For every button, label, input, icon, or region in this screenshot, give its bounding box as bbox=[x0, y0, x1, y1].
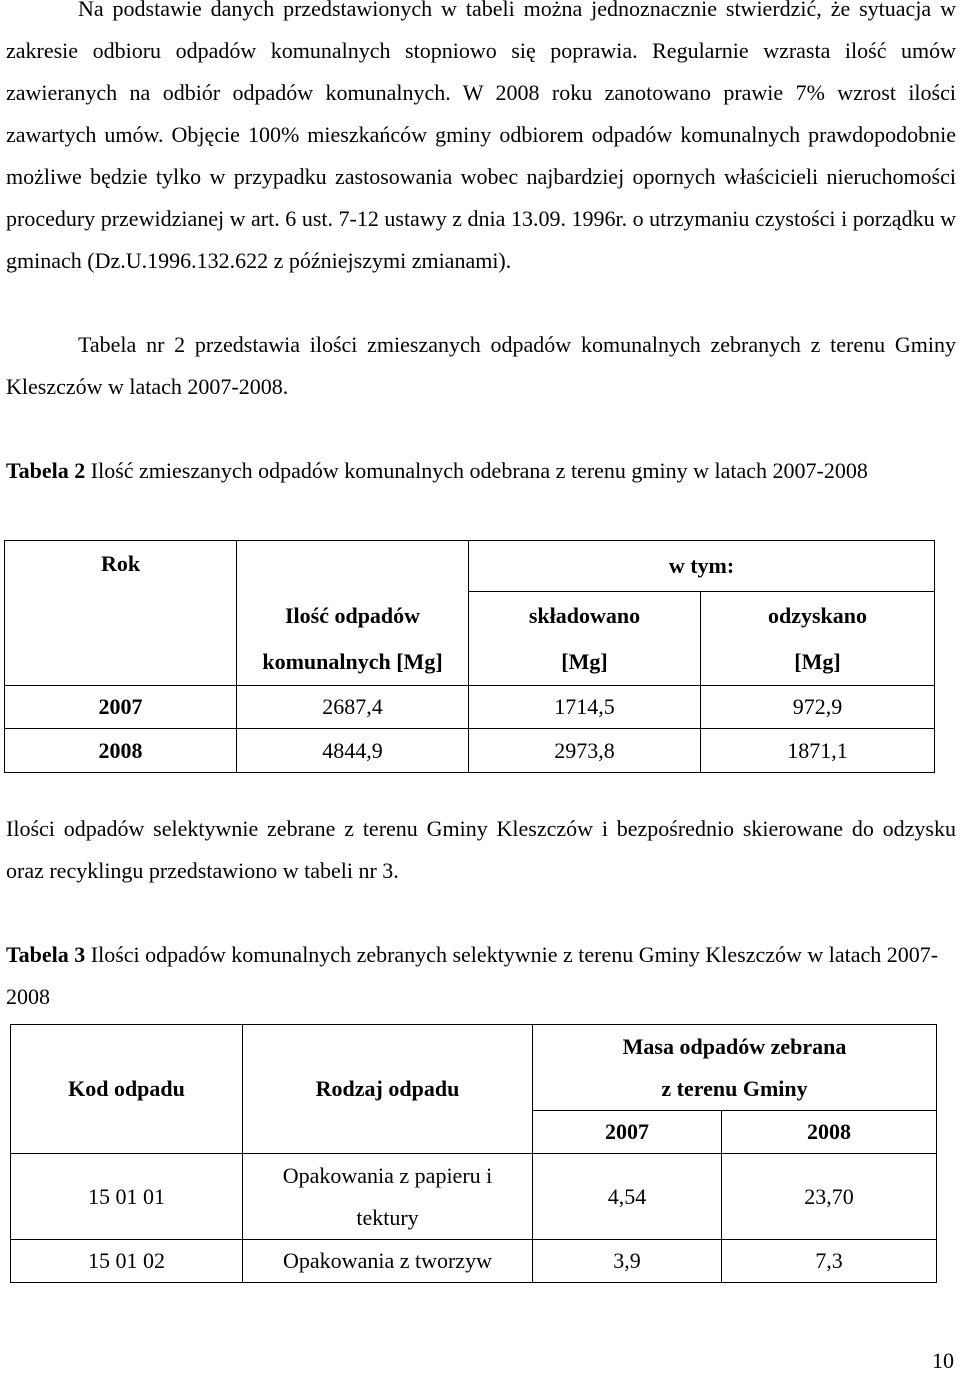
table-row bbox=[5, 686, 935, 729]
table2-header-wtym: w tym: bbox=[469, 541, 935, 592]
table3-cell-kod: 15 01 01 bbox=[11, 1154, 243, 1240]
table3-cell-2008: 23,70 bbox=[722, 1154, 937, 1240]
table3-cell-rodzaj: Opakowania z tworzyw bbox=[243, 1240, 533, 1283]
table2-cell-ilosc: 2687,4 bbox=[237, 686, 469, 729]
table3 bbox=[10, 1024, 937, 1283]
paragraph-intro bbox=[6, 0, 956, 282]
table3-header-2007: 2007 bbox=[533, 1111, 722, 1154]
table3-header-kod: Kod odpadu bbox=[11, 1025, 243, 1154]
table2-header-skladowano-line1: składowano bbox=[469, 592, 701, 640]
table2-cell-ilosc: 4844,9 bbox=[237, 729, 469, 773]
table3-cell-rodzaj-line2: tektury bbox=[356, 1204, 419, 1230]
page-number: 10 bbox=[932, 1348, 954, 1373]
paragraph-table3-intro-text: Ilości odpadów selektywnie zebrane z terenu Gminy Kleszczów i bezpośrednio skierowane do odzysku oraz recyklingu przedstawiono w tabeli nr 3. bbox=[6, 816, 956, 883]
table2-header-ilosc-line1: Ilość odpadów bbox=[237, 592, 469, 640]
table-row bbox=[11, 1240, 937, 1283]
table2-cell-skladowano: 1714,5 bbox=[469, 686, 701, 729]
table3-cell-rodzaj-line1: Opakowania z papieru i bbox=[282, 1162, 493, 1188]
table3-header-rodzaj: Rodzaj odpadu bbox=[243, 1025, 533, 1154]
table3-header-2008: 2008 bbox=[722, 1111, 937, 1154]
table-row bbox=[11, 1154, 937, 1240]
table3-cell-kod: 15 01 02 bbox=[11, 1240, 243, 1283]
table2-header-ilosc-line2: komunalnych [Mg] bbox=[237, 640, 469, 686]
table3-cell-2007: 3,9 bbox=[533, 1240, 722, 1283]
table2-header-rok: Rok bbox=[5, 541, 237, 686]
table2-cell-odzyskano: 1871,1 bbox=[701, 729, 935, 773]
table2-caption-label: Tabela 2 bbox=[6, 458, 86, 483]
table2-header-odzyskano-line1: odzyskano bbox=[701, 592, 935, 640]
table2-header-empty bbox=[237, 541, 469, 592]
paragraph-table2-intro-text: Tabela nr 2 przedstawia ilości zmieszanych odpadów komunalnych zebranych z terenu Gminy Kleszczów w latach 2007-2008. bbox=[6, 332, 956, 399]
table3-header-masa-line1: Masa odpadów zebrana bbox=[622, 1033, 847, 1059]
table2-cell-skladowano: 2973,8 bbox=[469, 729, 701, 773]
table2-caption-text: Ilość zmieszanych odpadów komunalnych odebrana z terenu gminy w latach 2007-2008 bbox=[85, 458, 868, 483]
table3-header-masa bbox=[533, 1025, 937, 1111]
table2-cell-rok: 2007 bbox=[5, 686, 237, 729]
table3-caption-label: Tabela 3 bbox=[6, 942, 86, 967]
table3-caption-text: Ilości odpadów komunalnych zebranych selektywnie z terenu Gminy Kleszczów w latach 2007-2008 bbox=[6, 942, 939, 1009]
paragraph-table3-intro bbox=[6, 808, 956, 892]
table2-header-skladowano-line2: [Mg] bbox=[469, 640, 701, 686]
table-row bbox=[5, 729, 935, 773]
table2 bbox=[4, 540, 935, 773]
table3-cell-rodzaj bbox=[243, 1154, 533, 1240]
table2-header-odzyskano-line2: [Mg] bbox=[701, 640, 935, 686]
table2-cell-odzyskano: 972,9 bbox=[701, 686, 935, 729]
paragraph-table2-intro bbox=[6, 324, 956, 408]
table3-caption bbox=[6, 934, 956, 1018]
paragraph-intro-text: Na podstawie danych przedstawionych w tabeli można jednoznacznie stwierdzić, że sytuacja w zakresie odbioru odpadów komunalnych stopniowo się poprawia. Regularnie wzrasta ilość umów zawieranych na odbiór odpadów komunalnych. W 2008 roku zanotowano prawie 7% wzrost ilości zawartych umów. Objęcie 100% mieszkańców gminy odbiorem odpadów komunalnych prawdopodobnie możliwe będzie tylko w przypadku zastosowania wobec najbardziej opornych właścicieli nieruchomości procedury przewidzianej w art. 6 ust. 7-12 ustawy z dnia 13.09. 1996r. o utrzymaniu czystości i porządku w gminach (Dz.U.1996.132.622 z późniejszymi zmianami). bbox=[6, 0, 956, 273]
table2-cell-rok: 2008 bbox=[5, 729, 237, 773]
table3-cell-2008: 7,3 bbox=[722, 1240, 937, 1283]
table3-header-masa-line2: z terenu Gminy bbox=[661, 1075, 808, 1101]
table2-caption bbox=[6, 450, 956, 492]
table3-cell-2007: 4,54 bbox=[533, 1154, 722, 1240]
